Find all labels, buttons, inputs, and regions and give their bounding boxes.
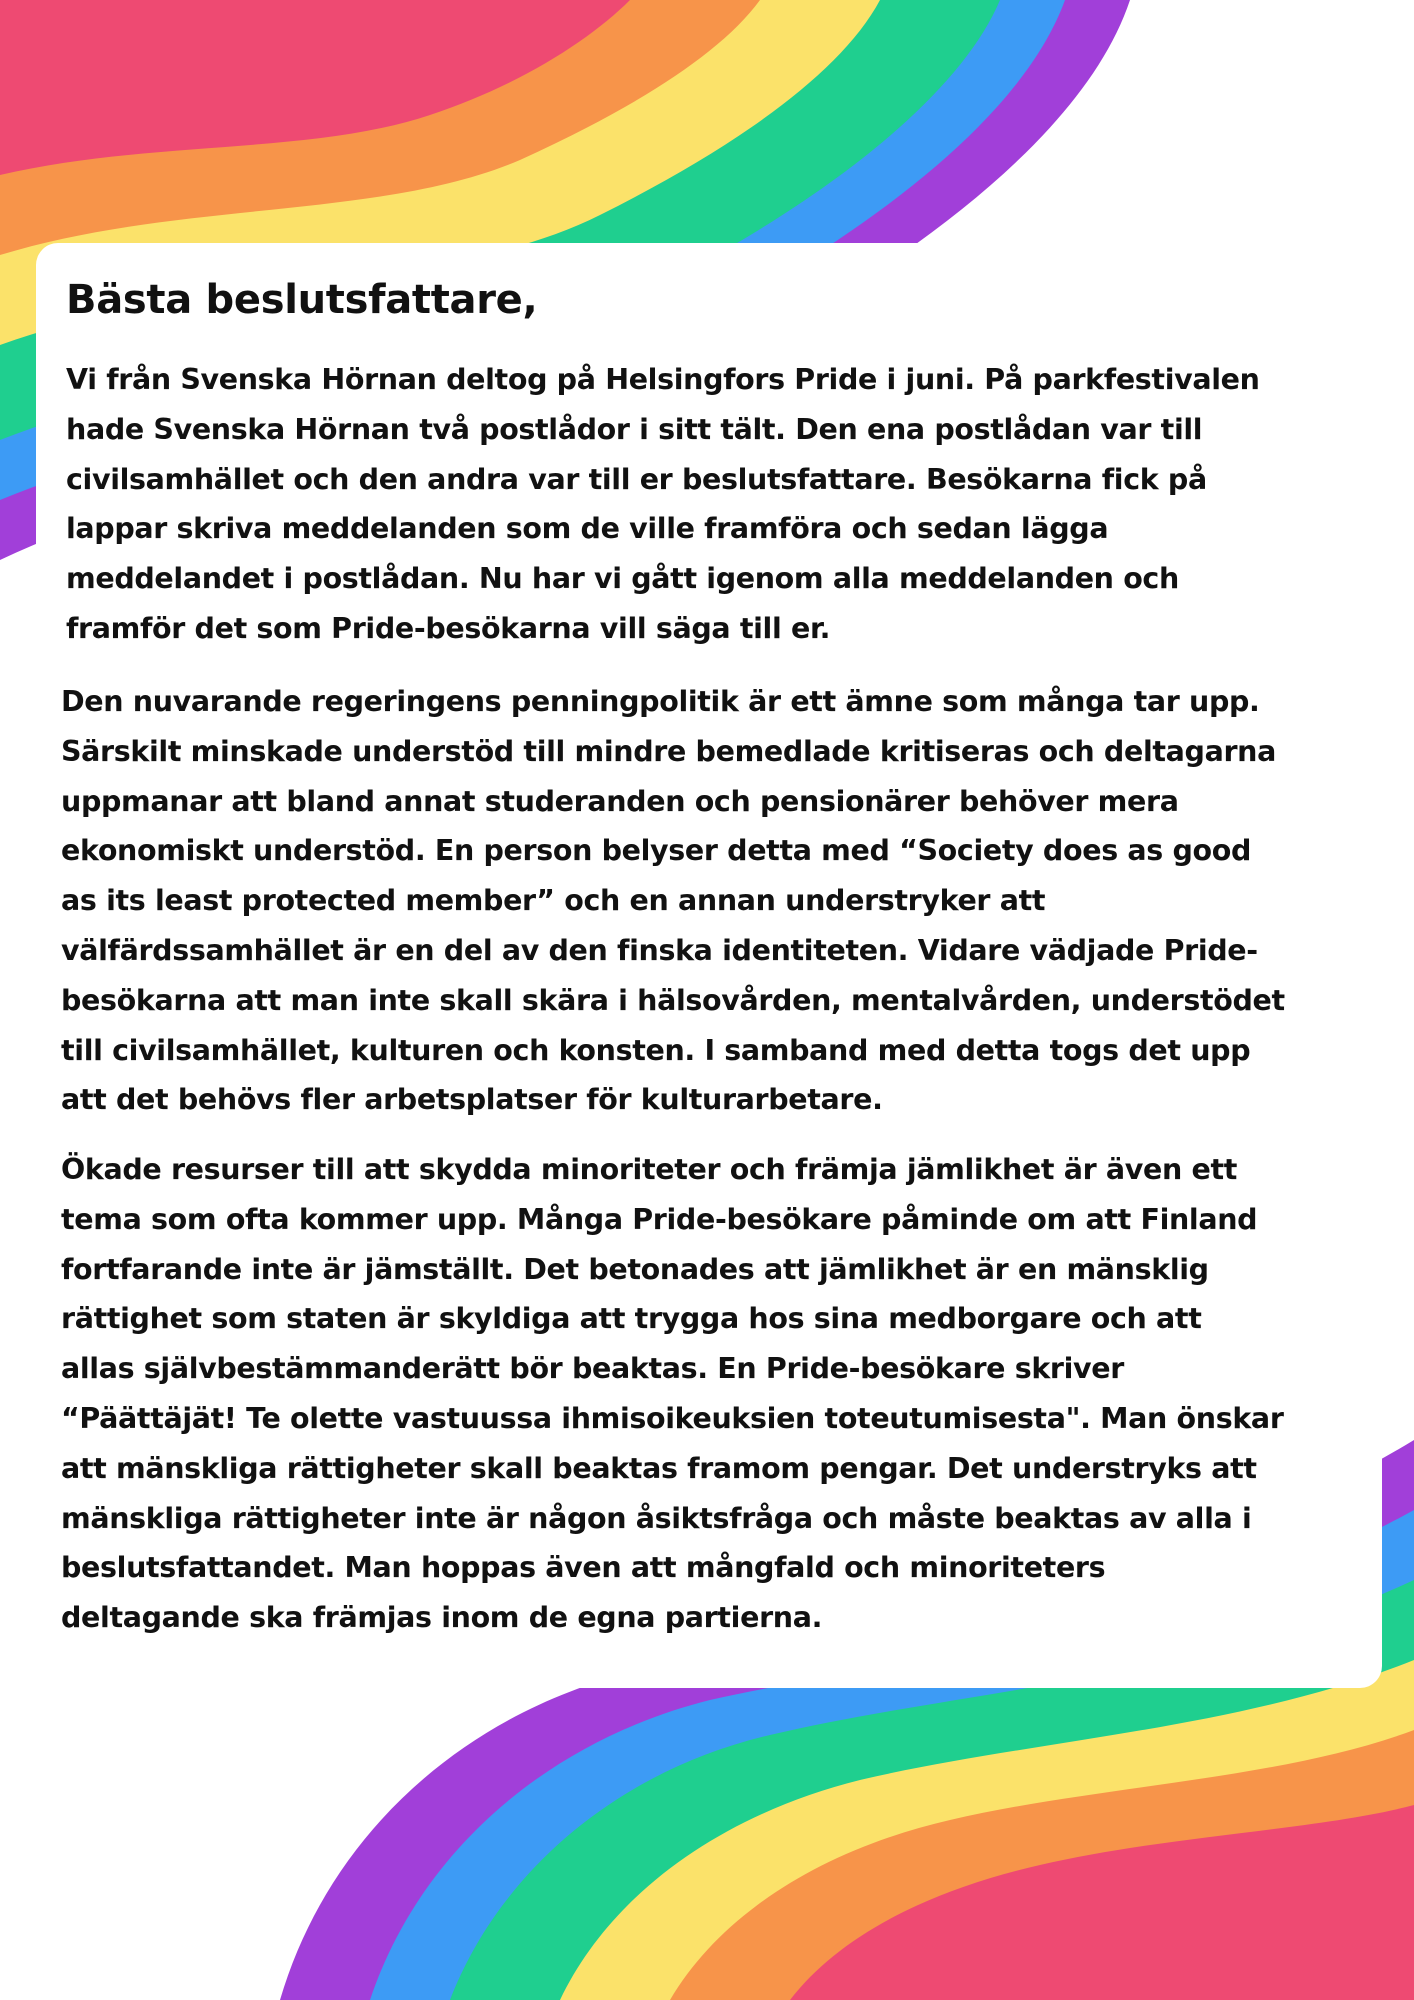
- text-line: Särskilt minskade understöd till mindre bemedlade kritiseras och deltagarna: [61, 734, 1276, 768]
- text-line: uppmanar att bland annat studeranden och pensionärer behöver mera: [61, 784, 1179, 818]
- text-line: deltagande ska främjas inom de egna partierna.: [61, 1601, 823, 1635]
- text-line: till civilsamhället, kulturen och konsten. I samband med detta togs det upp: [61, 1033, 1251, 1067]
- text-line: as its least protected member” och en annan understryker att: [61, 884, 1046, 918]
- text-line: allas självbestämmanderätt bör beaktas. En Pride-besökare skriver: [61, 1352, 1124, 1386]
- text-line: att det behövs fler arbetsplatser för kulturarbetare.: [61, 1083, 883, 1117]
- letter-greeting: Bästa beslutsfattare,: [66, 277, 538, 323]
- text-line: civilsamhället och den andra var till er beslutsfattare. Besökarna fick på: [66, 462, 1207, 496]
- text-line: välfärdssamhället är en del av den finska identiteten. Vidare vädjade Pride-: [61, 933, 1258, 967]
- paragraph-equality: [61, 1145, 1284, 1643]
- text-line: “Päättäjät! Te olette vastuussa ihmisoikeuksien toteutumisesta". Man önskar: [61, 1401, 1284, 1435]
- text-line: att mänskliga rättigheter skall beaktas framom pengar. Det understryks att: [61, 1451, 1257, 1485]
- text-line: beslutsfattandet. Man hoppas även att mångfald och minoriteters: [61, 1551, 1106, 1585]
- text-line: fortfarande inte är jämställt. Det betonades att jämlikhet är en mänsklig: [61, 1252, 1209, 1286]
- text-line: framför det som Pride-besökarna vill säga till er.: [66, 611, 831, 645]
- text-line: mänskliga rättigheter inte är någon åsiktsfråga och måste beaktas av alla i: [61, 1501, 1252, 1535]
- text-line: Vi från Svenska Hörnan deltog på Helsingfors Pride i juni. På parkfestivalen: [66, 363, 1260, 396]
- paragraph-intro: [66, 355, 1260, 654]
- text-line: Ökade resurser till att skydda minoriteter och främja jämlikhet är även ett: [61, 1153, 1238, 1186]
- paragraph-monetary-policy: [61, 677, 1285, 1125]
- text-line: lappar skriva meddelanden som de ville framföra och sedan lägga: [66, 512, 1109, 546]
- text-line: meddelandet i postlådan. Nu har vi gått igenom alla meddelanden och: [66, 562, 1179, 596]
- text-line: rättighet som staten är skyldiga att trygga hos sina medborgare och att: [61, 1302, 1202, 1336]
- text-line: besökarna att man inte skall skära i hälsovården, mentalvården, understödet: [61, 983, 1285, 1017]
- text-line: hade Svenska Hörnan två postlådor i sitt tält. Den ena postlådan var till: [66, 412, 1203, 446]
- text-line: ekonomiskt understöd. En person belyser detta med “Society does as good: [61, 834, 1252, 868]
- text-line: tema som ofta kommer upp. Många Pride-besökare påminde om att Finland: [61, 1202, 1258, 1236]
- text-line: Den nuvarande regeringens penningpolitik är ett ämne som många tar upp.: [61, 685, 1260, 718]
